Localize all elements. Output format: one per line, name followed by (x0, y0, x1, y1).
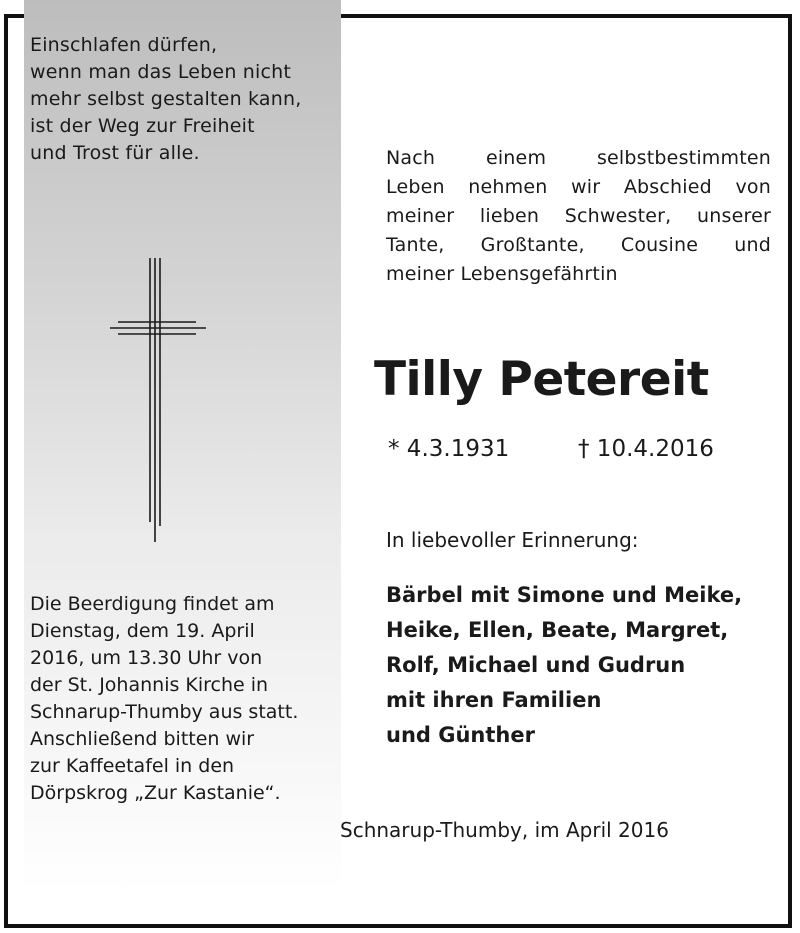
funeral-line: Die Beerdigung findet am (30, 593, 275, 615)
mourner-line: mit ihren Familien (386, 688, 602, 712)
birth-date: * 4.3.1931 (388, 436, 510, 462)
funeral-line: Dienstag, dem 19. April (30, 620, 255, 642)
mourner-line: Rolf, Michael und Gudrun (386, 653, 686, 677)
poem-line: ist der Weg zur Freiheit (30, 115, 255, 137)
funeral-line: Dörpskrog „Zur Kastanie“. (30, 782, 281, 804)
intro-line: meiner Lebensgefährtin (386, 263, 618, 285)
intro-line: Tante, Großtante, Cousine und (386, 234, 771, 256)
mourners-list (386, 578, 786, 753)
memory-heading: In liebevoller Erinnerung: (386, 528, 639, 552)
funeral-line: Schnarup-Thumby aus statt. (30, 701, 299, 723)
poem (30, 32, 345, 167)
intro-line: Leben nehmen wir Abschied von (386, 176, 771, 198)
poem-line: wenn man das Leben nicht (30, 61, 292, 83)
poem-line: mehr selbst gestalten kann, (30, 88, 302, 110)
mourner-line: Heike, Ellen, Beate, Margret, (386, 618, 729, 642)
deceased-name: Tilly Petereit (374, 352, 709, 407)
intro-line: Nach einem selbstbestimmten (386, 147, 771, 169)
poem-line: und Trost für alle. (30, 142, 200, 164)
mourner-line: Bärbel mit Simone und Meike, (386, 583, 743, 607)
intro-text (386, 144, 771, 289)
poem-line: Einschlafen dürfen, (30, 34, 218, 56)
death-date: † 10.4.2016 (578, 436, 714, 462)
funeral-line: 2016, um 13.30 Uhr von (30, 647, 263, 669)
place-and-date: Schnarup-Thumby, im April 2016 (340, 818, 669, 842)
funeral-info (30, 591, 350, 807)
intro-line: meiner lieben Schwester, unserer (386, 205, 771, 227)
mourner-line: und Günther (386, 723, 535, 747)
funeral-line: Anschließend bitten wir (30, 728, 255, 750)
funeral-line: der St. Johannis Kirche in (30, 674, 269, 696)
cross-icon (108, 258, 208, 542)
funeral-line: zur Kaffeetafel in den (30, 755, 235, 777)
